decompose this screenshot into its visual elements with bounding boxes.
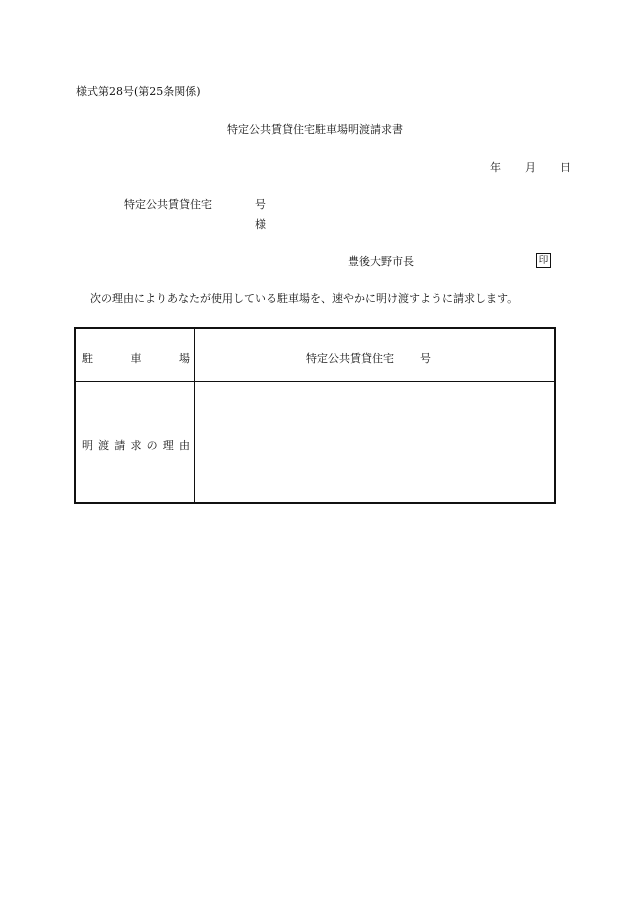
reason-label-char: 理 <box>162 439 174 452</box>
table-row-divider <box>76 381 554 382</box>
date-month: 月 <box>525 161 536 174</box>
form-number: 様式第28号(第25条関係) <box>76 85 201 98</box>
addressee-number-suffix: 号 <box>255 198 266 211</box>
reason-label-char: 請 <box>114 439 126 452</box>
addressee-housing: 特定公共賃貸住宅 <box>124 198 212 211</box>
parking-label <box>82 350 190 366</box>
document-title: 特定公共賃貸住宅駐車場明渡請求書 <box>227 123 403 136</box>
request-details-table <box>74 327 556 504</box>
parking-label-char: 場 <box>179 352 190 365</box>
reason-field <box>196 383 554 502</box>
reason-label-char: 渡 <box>98 439 110 452</box>
reason-label-char: の <box>146 439 158 452</box>
reason-label-char: 求 <box>130 439 142 452</box>
addressee-honorific: 様 <box>255 218 266 231</box>
date-line <box>466 162 571 173</box>
date-day: 日 <box>560 161 571 174</box>
parking-label-char: 車 <box>130 352 142 365</box>
issuer-name: 豊後大野市長 <box>348 255 414 268</box>
reason-label-char: 由 <box>178 439 190 452</box>
table-column-divider <box>194 329 195 502</box>
seal-mark: 印 <box>536 253 551 268</box>
request-statement: 次の理由によりあなたが使用している駐車場を、速やかに明け渡すように請求します。 <box>90 292 519 305</box>
parking-label-char: 駐 <box>82 352 93 365</box>
parking-value <box>306 350 431 366</box>
parking-value-housing: 特定公共賃貸住宅 <box>306 352 394 365</box>
reason-label-char: 明 <box>82 439 93 452</box>
date-year: 年 <box>490 161 501 174</box>
reason-label <box>82 437 190 453</box>
parking-value-number-suffix: 号 <box>420 352 431 365</box>
